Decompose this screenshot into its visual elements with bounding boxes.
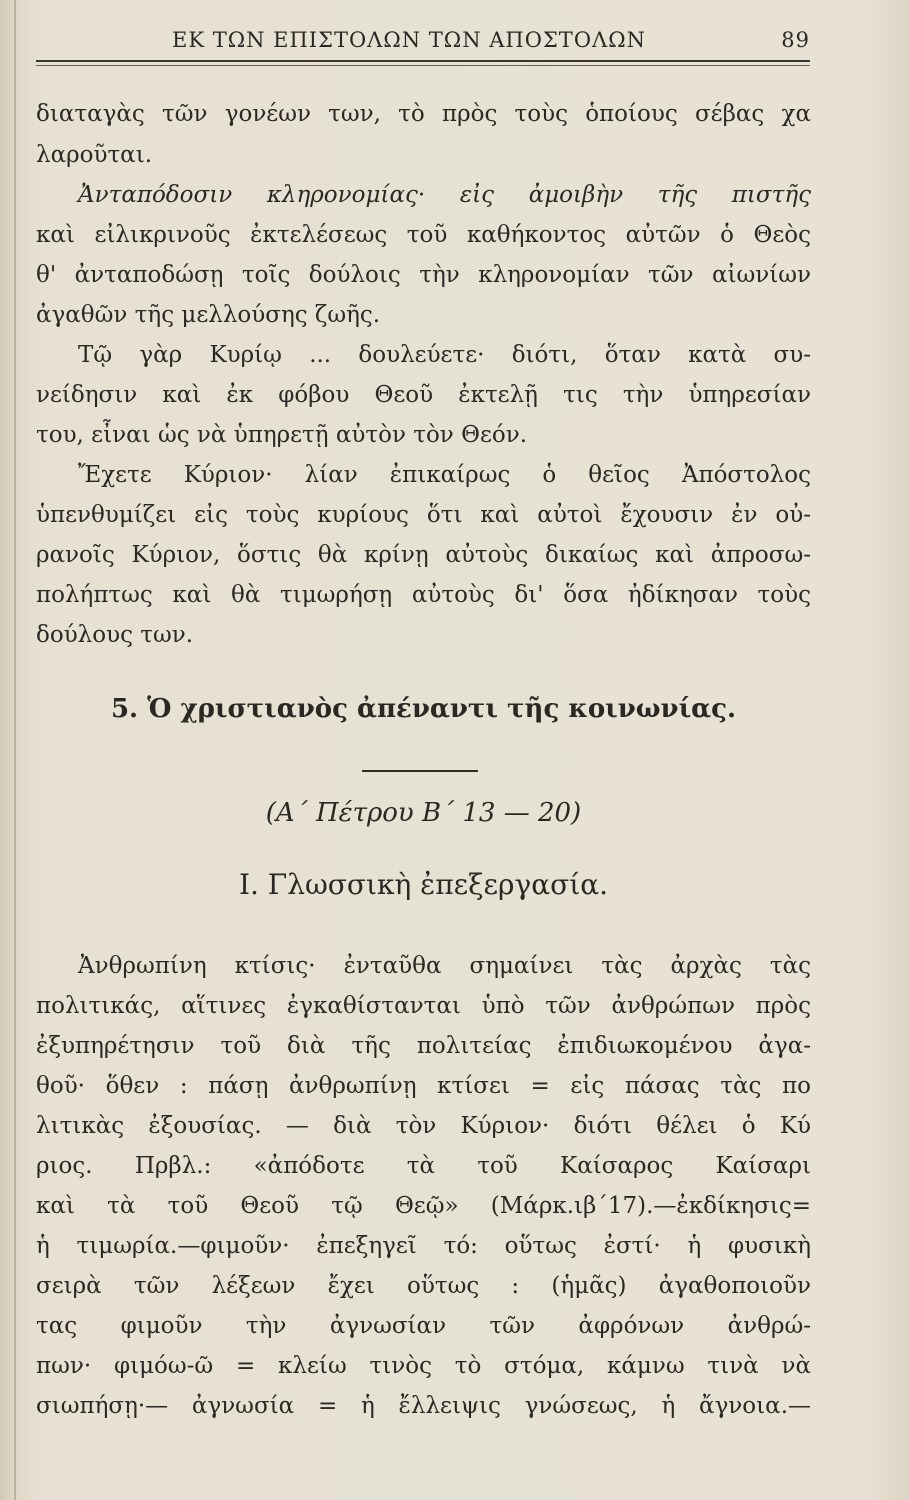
page-gutter-edge [14, 0, 16, 1500]
text-line: θ' ἀνταποδώσῃ τοῖς δούλοις τὴν κληρονομίαν τῶν αἰωνίων [36, 262, 811, 288]
text-line: Ἀνθρωπίνη κτίσις· ἐνταῦθα σημαίνει τὰς ἀρχὰς τὰς [78, 953, 811, 979]
text-line: λιτικὰς ἐξουσίας. — διὰ τὸν Κύριον· διότι θέλει ὁ Κύ [36, 1113, 811, 1139]
text-line: Ἀνταπόδοσιν κληρονομίας· εἰς ἀμοιβὴν τῆς πιστῆς [78, 182, 811, 208]
text-line: λαροῦται. [36, 142, 153, 168]
text-line: καὶ εἰλικρινοῦς ἐκτελέσεως τοῦ καθήκοντος αὐτῶν ὁ Θεὸς [36, 222, 811, 248]
text-line: τας φιμοῦν τὴν ἀγνωσίαν τῶν ἀφρόνων ἀνθρώ- [36, 1313, 811, 1339]
text-line: πολήπτως καὶ θὰ τιμωρήσῃ αὐτοὺς δι' ὅσα ἠδίκησαν τοὺς [36, 582, 811, 608]
text-line: Τῷ γὰρ Κυρίῳ ... δουλεύετε· διότι, ὅταν κατὰ συ- [78, 342, 811, 368]
subheading: Ι. Γλωσσικὴ ἐπεξεργασία. [238, 868, 609, 901]
text-line: καὶ τὰ τοῦ Θεοῦ τῷ Θεῷ» (Μάρκ.ιβ΄17).—ἐκδίκησις= [36, 1193, 811, 1219]
section-number: 5. [110, 694, 139, 724]
section-title: Ὁ χριστιανὸς ἀπέναντι τῆς κοινωνίας. [147, 694, 737, 724]
text-line: διαταγὰς τῶν γονέων των, τὸ πρὸς τοὺς ὁποίους σέβας χα [36, 101, 811, 127]
text-line: ρανοῖς Κύριον, ὅστις θὰ κρίνῃ αὐτοὺς δικαίως καὶ ἀπροσω- [36, 542, 811, 568]
header-rule [36, 60, 810, 62]
text-line: νείδησιν καὶ ἐκ φόβου Θεοῦ ἐκτελῇ τις τὴν ὑπηρεσίαν [36, 382, 811, 408]
text-line: σειρὰ τῶν λέξεων ἔχει οὕτως : (ἡμᾶς) ἀγαθοποιοῦν [36, 1273, 811, 1299]
text-line: σιωπήσῃ·— ἀγνωσία = ἡ ἔλλειψις γνώσεως, ἡ ἄγνοια.— [36, 1393, 811, 1419]
text-line: ἐξυπηρέτησιν τοῦ διὰ τῆς πολιτείας ἐπιδιωκομένου ἀγα- [36, 1033, 811, 1059]
text-line: πων· φιμόω-ῶ = κλείω τινὸς τὸ στόμα, κάμνω τινὰ νὰ [36, 1353, 811, 1379]
text-line: ἀγαθῶν τῆς μελλούσης ζωῆς. [36, 302, 381, 328]
header-rule-thin [36, 65, 810, 66]
text-line: θοῦ· ὅθεν : πάσῃ ἀνθρωπίνῃ κτίσει = εἰς πάσας τὰς πο [36, 1073, 811, 1099]
text-line: Ἔχετε Κύριον· λίαν ἐπικαίρως ὁ θεῖος Ἀπόστολος [78, 462, 811, 488]
text-line: ὑπενθυμίζει εἰς τοὺς κυρίους ὅτι καὶ αὐτοὶ ἔχουσιν ἐν οὐ- [36, 502, 811, 528]
scripture-reference: (Α΄ Πέτρου Β΄ 13 — 20) [265, 798, 582, 828]
text-line: δούλους των. [36, 622, 194, 648]
section-rule [362, 770, 478, 772]
text-line: ἡ τιμωρία.—φιμοῦν· ἐπεξηγεῖ τό: οὕτως ἐστί· ἡ φυσικὴ [36, 1233, 811, 1259]
section-heading [36, 694, 811, 724]
text-line: ριος. Πρβλ.: «ἀπόδοτε τὰ τοῦ Καίσαρος Καίσαρι [36, 1153, 811, 1179]
text-line: πολιτικάς, αἵτινες ἐγκαθίστανται ὑπὸ τῶν ἀνθρώπων πρὸς [36, 993, 811, 1019]
running-header-title: ΕΚ ΤΩΝ ΕΠΙΣΤΟΛΩΝ ΤΩΝ ΑΠΟΣΤΟΛΩΝ [172, 28, 646, 52]
text-line: του, εἶναι ὡς νὰ ὑπηρετῇ αὐτὸν τὸν Θεόν. [36, 422, 528, 448]
page-number: 89 [781, 28, 810, 52]
running-header [30, 28, 810, 58]
